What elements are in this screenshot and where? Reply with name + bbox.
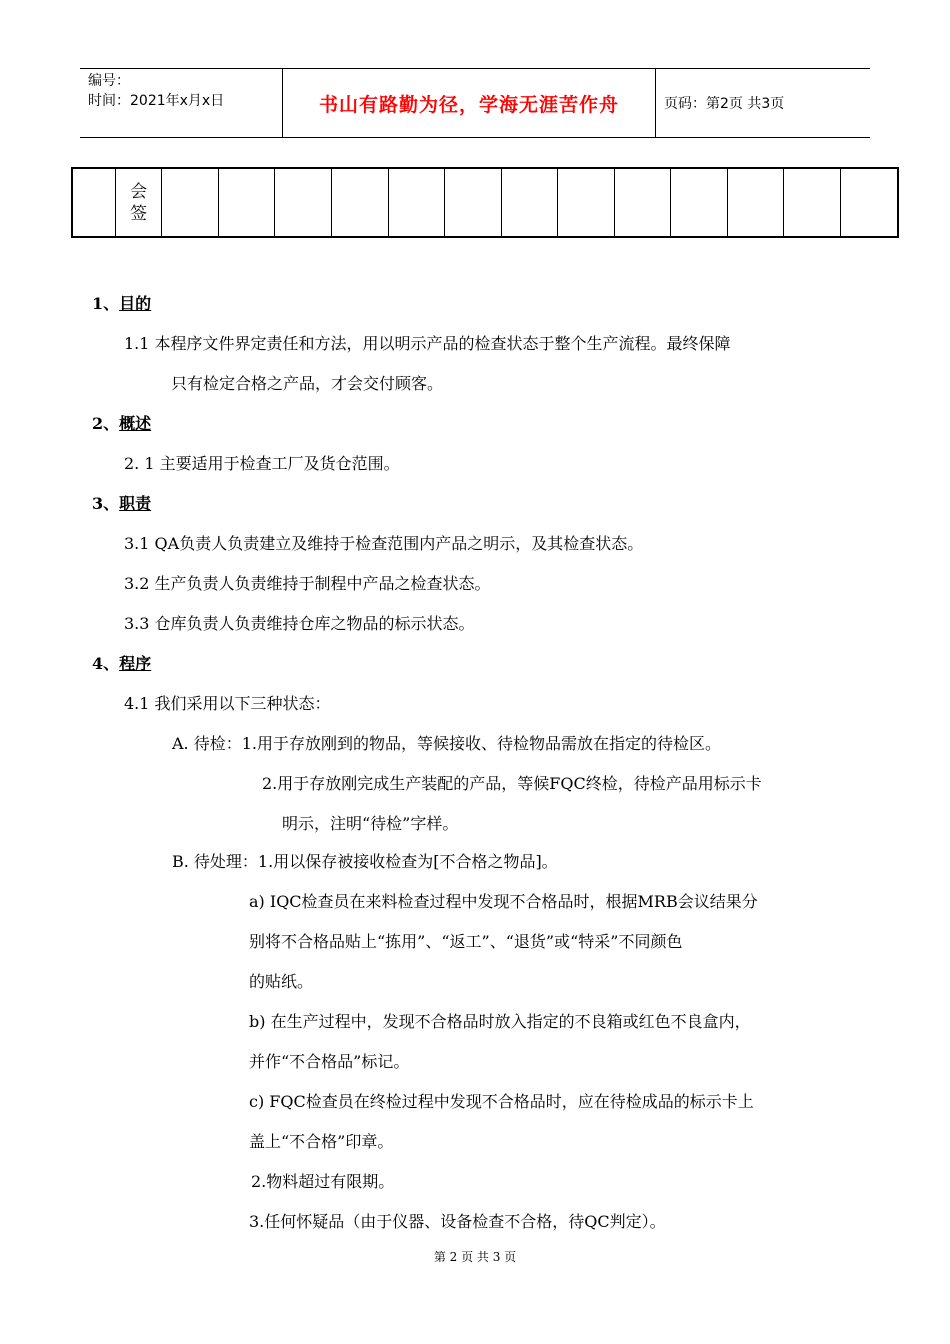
sign-cell[interactable] (840, 168, 898, 237)
paragraph-b-a-2: 别将不合格品贴上“拣用”、“返工”、“退货”或“特采”不同颜色 (249, 932, 683, 951)
paragraph-b-a-1: a) IQC检查员在来料检查过程中发现不合格品时，根据MRB会议结果分 (249, 892, 758, 911)
paragraph-b-2: 2.物料超过有限期。 (251, 1172, 395, 1191)
countersign-label: 会签 (115, 168, 161, 237)
sign-cell[interactable] (445, 168, 502, 237)
sign-cell[interactable] (218, 168, 275, 237)
sign-cell[interactable] (275, 168, 332, 237)
paragraph-1-1-cont: 只有检定合格之产品，才会交付顾客。 (171, 374, 444, 393)
paragraph-4-1: 4.1 我们采用以下三种状态： (124, 694, 331, 713)
sign-cell[interactable] (558, 168, 615, 237)
header-motto: 书山有路勤为径，学海无涯苦作舟 (282, 69, 656, 137)
sign-cell[interactable] (331, 168, 388, 237)
paragraph-1-1: 1.1 本程序文件界定责任和方法，用以明示产品的检查状态于整个生产流程。最终保障 (124, 334, 731, 353)
sign-cell[interactable] (162, 168, 219, 237)
paragraph-a-2: 2.用于存放刚完成生产装配的产品，等候FQC终检，待检产品用标示卡 (262, 774, 762, 793)
paragraph-b-3: 3.任何怀疑品（由于仪器、设备检查不合格，待QC判定）。 (249, 1212, 666, 1231)
section-1-heading: 1、目的 (92, 294, 152, 313)
paragraph-b-b-2: 并作“不合格品”标记。 (249, 1052, 410, 1071)
paragraph-3-3: 3.3 仓库负责人负责维持仓库之物品的标示状态。 (124, 614, 475, 633)
sign-cell[interactable] (784, 168, 841, 237)
section-4-heading: 4、程序 (92, 654, 152, 673)
paragraph-b-a-3: 的贴纸。 (249, 972, 314, 991)
paragraph-2-1: 2. 1 主要适用于检查工厂及货仓范围。 (124, 454, 400, 473)
section-2-heading: 2、概述 (92, 414, 152, 433)
sign-cell[interactable] (727, 168, 784, 237)
section-3-heading: 3、职责 (92, 494, 152, 513)
paragraph-b-1: B. 待处理：1.用以保存被接收检查为[不合格之物品]。 (172, 852, 558, 871)
document-date: 时间：2021年x月x日 (88, 93, 225, 109)
paragraph-b-c-1: c) FQC检查员在终检过程中发现不合格品时，应在待检成品的标示卡上 (249, 1092, 754, 1111)
paragraph-a-1: A. 待检：1.用于存放刚到的物品，等候接收、待检物品需放在指定的待检区。 (172, 734, 721, 753)
header-page-info: 页码：第2页 共3页 (664, 96, 785, 112)
paragraph-a-2-cont: 明示，注明“待检”字样。 (282, 814, 459, 833)
page-footer: 第 2 页 共 3 页 (433, 1250, 517, 1264)
paragraph-3-2: 3.2 生产负责人负责维持于制程中产品之检查状态。 (124, 574, 491, 593)
countersign-table (71, 167, 899, 238)
sign-cell[interactable] (671, 168, 728, 237)
sign-cell[interactable] (388, 168, 445, 237)
paragraph-b-b-1: b) 在生产过程中，发现不合格品时放入指定的不良箱或红色不良盒内， (249, 1012, 751, 1031)
document-number-label: 编号： (88, 73, 130, 89)
header-meta (80, 69, 282, 137)
paragraph-3-1: 3.1 QA负责人负责建立及维持于检查范围内产品之明示，及其检查状态。 (124, 534, 644, 553)
paragraph-b-c-2: 盖上“不合格”印章。 (249, 1132, 394, 1151)
sign-cell[interactable] (614, 168, 671, 237)
sign-cell[interactable] (501, 168, 558, 237)
sign-cell-blank (72, 168, 115, 237)
document-header (80, 68, 870, 138)
